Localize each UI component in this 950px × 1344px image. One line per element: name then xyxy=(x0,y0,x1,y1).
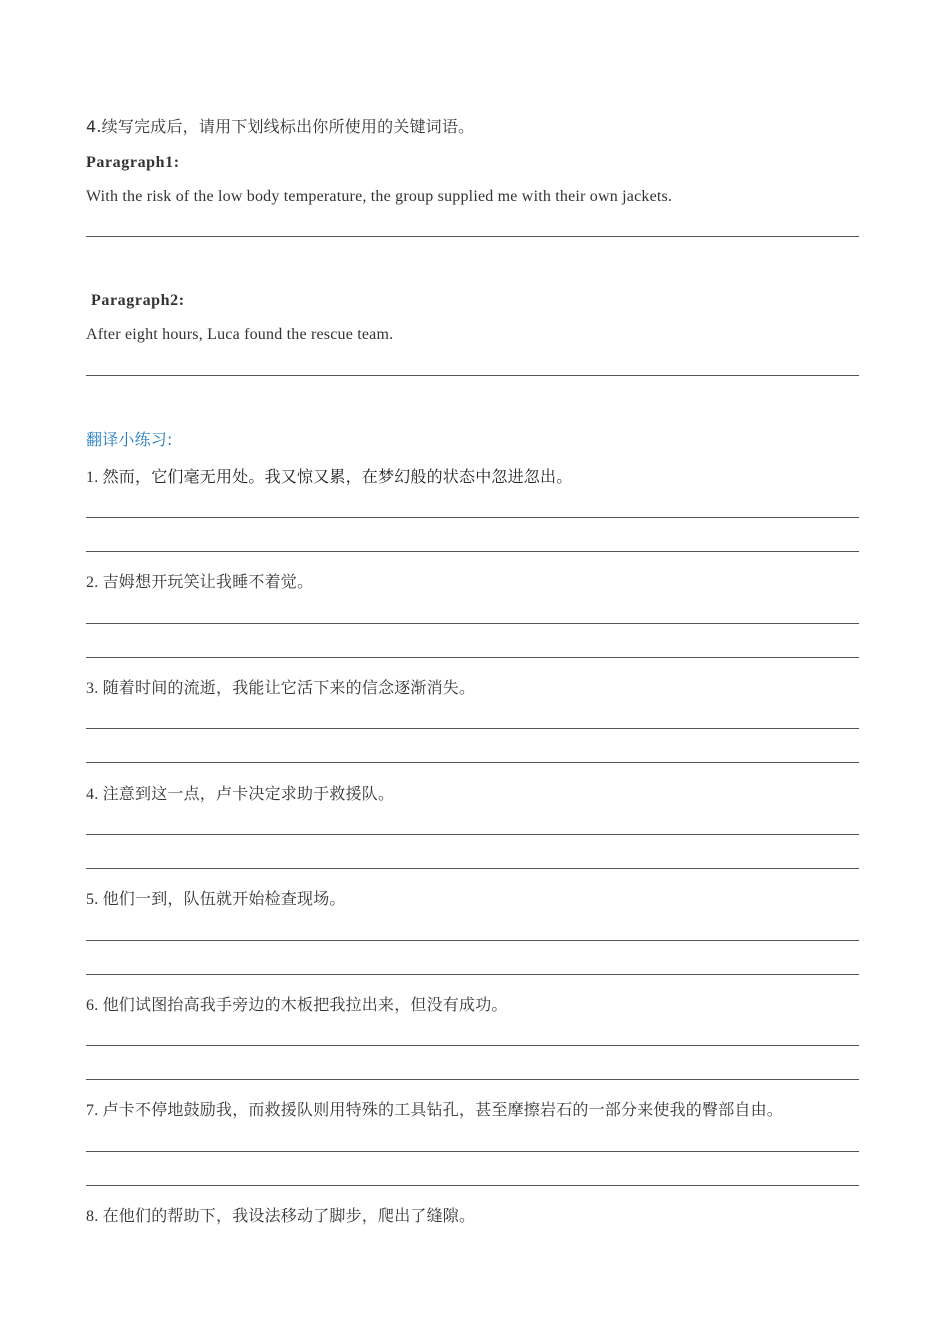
item-number: 6. xyxy=(86,997,99,1014)
item-text: 他们一到，队伍就开始检查现场。 xyxy=(102,889,346,908)
item-text: 在他们的帮助下，我设法移动了脚步，爬出了缝隙。 xyxy=(102,1206,476,1225)
item-text: 他们试图抬高我手旁边的木板把我拉出来，但没有成功。 xyxy=(102,995,508,1014)
answer-line xyxy=(86,623,859,624)
translation-item-7 xyxy=(86,1100,783,1121)
translation-item-1 xyxy=(86,467,572,488)
item-number: 8. xyxy=(86,1208,99,1225)
item-text: 吉姆想开玩笑让我睡不着觉。 xyxy=(102,572,314,591)
answer-line xyxy=(86,657,859,658)
paragraph2-opening: After eight hours, Luca found the rescue team. xyxy=(86,326,394,343)
answer-line xyxy=(86,974,859,975)
answer-line xyxy=(86,1079,859,1080)
item-number: 4. xyxy=(86,786,99,803)
item-text: 然而，它们毫无用处。我又惊又累，在梦幻般的状态中忽进忽出。 xyxy=(102,467,573,486)
answer-line xyxy=(86,1045,859,1046)
answer-line xyxy=(86,1151,859,1152)
translation-item-5 xyxy=(86,889,346,910)
answer-line xyxy=(86,236,859,237)
translation-item-3 xyxy=(86,678,475,699)
answer-line xyxy=(86,551,859,552)
item-text: 卢卡不停地鼓励我，而救援队则用特殊的工具钻孔，甚至摩擦岩石的一部分来使我的臀部自由。 xyxy=(102,1100,784,1119)
answer-line xyxy=(86,728,859,729)
paragraph1-label: Paragraph1: xyxy=(86,154,180,171)
item-number: 2. xyxy=(86,574,99,591)
translation-item-6 xyxy=(86,995,508,1016)
translation-heading: 翻译小练习: xyxy=(86,430,173,449)
instruction-text: 4.续写完成后，请用下划线标出你所使用的关键词语。 xyxy=(86,117,475,136)
item-text: 注意到这一点，卢卡决定求助于救援队。 xyxy=(102,784,395,803)
translation-item-2 xyxy=(86,572,313,593)
answer-line xyxy=(86,1185,859,1186)
paragraph2-label: Paragraph2: xyxy=(91,292,185,309)
paragraph1-opening: With the risk of the low body temperature, the group supplied me with their own jackets. xyxy=(86,188,673,205)
answer-line xyxy=(86,517,859,518)
item-number: 3. xyxy=(86,680,99,697)
item-number: 5. xyxy=(86,891,99,908)
answer-line xyxy=(86,375,859,376)
answer-line xyxy=(86,868,859,869)
item-number: 7. xyxy=(86,1102,99,1119)
answer-line xyxy=(86,940,859,941)
translation-item-4 xyxy=(86,784,394,805)
translation-item-8 xyxy=(86,1206,475,1227)
item-text: 随着时间的流逝，我能让它活下来的信念逐渐消失。 xyxy=(102,678,476,697)
answer-line xyxy=(86,762,859,763)
item-number: 1. xyxy=(86,469,99,486)
answer-line xyxy=(86,834,859,835)
